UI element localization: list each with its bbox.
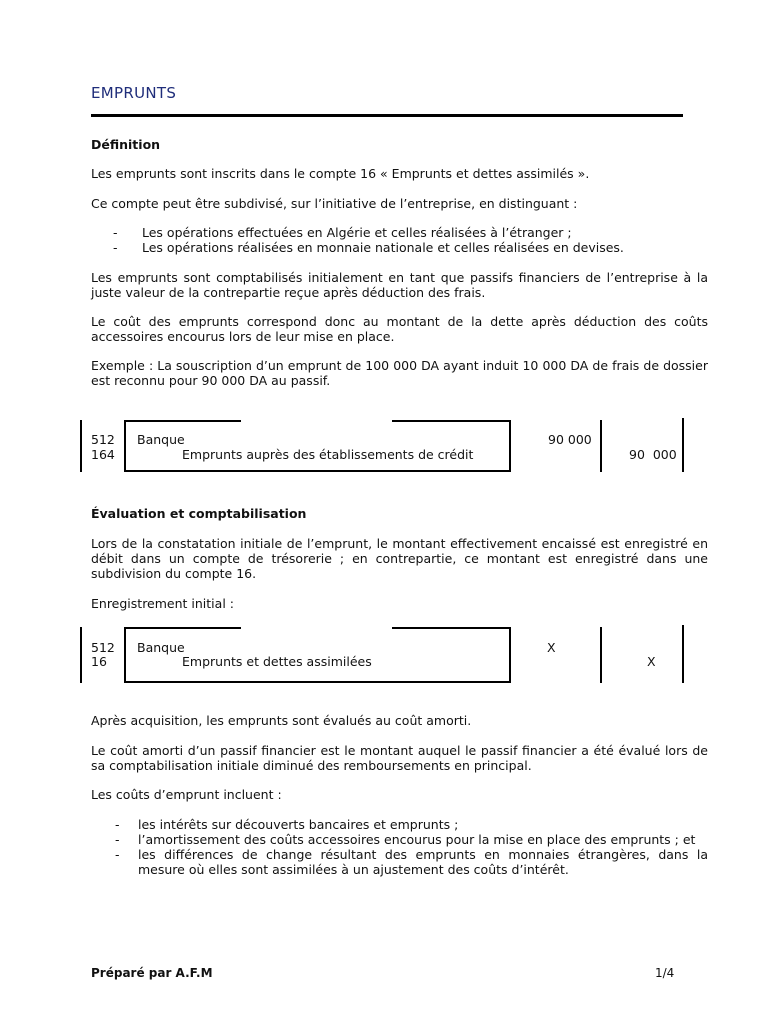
title-rule (91, 114, 683, 117)
paragraph: Les emprunts sont comptabilisés initialement en tant que passifs financiers de l’entreprise à la juste valeur de la contrepartie reçue après déduction des frais. (91, 270, 708, 300)
list-item: - les différences de change résultant des emprunts en monnaies étrangères, dans la mesure où elles sont assimilées à un ajustement des coûts d’intérêt. (115, 847, 708, 877)
paragraph: Ce compte peut être subdivisé, sur l’initiative de l’entreprise, en distinguant : (91, 196, 578, 211)
account-label: Emprunts auprès des établissements de crédit (182, 447, 474, 462)
list-item: - Les opérations effectuées en Algérie et celles réalisées à l’étranger ; (113, 225, 572, 240)
page-title: EMPRUNTS (91, 84, 177, 102)
paragraph: Les coûts d’emprunt incluent : (91, 787, 282, 802)
page-number: 1/4 (655, 966, 675, 980)
paragraph: Lors de la constatation initiale de l’emprunt, le montant effectivement encaissé est enregistré en débit dans un compte de trésorerie ; en contrepartie, ce montant est enregistré dans une subdivision du compte 16. (91, 536, 708, 581)
list-item: - les intérêts sur découverts bancaires et emprunts ; (115, 817, 459, 832)
journal-entry-2 (0, 625, 768, 685)
account-number: 164 (91, 447, 115, 462)
paragraph: Enregistrement initial : (91, 596, 234, 611)
bullet-list (91, 817, 708, 877)
debit-amount: 90 000 (548, 432, 592, 447)
footer-author: Préparé par A.F.M (91, 966, 213, 980)
list-item: - Les opérations réalisées en monnaie nationale et celles réalisées en devises. (113, 240, 624, 255)
section-heading-evaluation: Évaluation et comptabilisation (91, 506, 307, 521)
paragraph: Après acquisition, les emprunts sont évalués au coût amorti. (91, 713, 472, 728)
list-item: - l’amortissement des coûts accessoires encourus pour la mise en place des emprunts ; et (115, 832, 696, 847)
credit-amount: X (647, 654, 656, 669)
bullet-list (91, 225, 708, 255)
account-label: Banque (137, 640, 185, 655)
account-number: 512 (91, 432, 115, 447)
credit-amount: 90 000 (629, 447, 677, 462)
section-heading-definition: Définition (91, 137, 161, 152)
paragraph: Le coût des emprunts correspond donc au montant de la dette après déduction des coûts accessoires encourus lors de leur mise en place. (91, 314, 708, 344)
account-label: Emprunts et dettes assimilées (182, 654, 372, 669)
journal-entry-1 (0, 418, 768, 478)
debit-amount: X (547, 640, 556, 655)
paragraph: Les emprunts sont inscrits dans le compte 16 « Emprunts et dettes assimilés ». (91, 166, 590, 181)
account-label: Banque (137, 432, 185, 447)
paragraph: Exemple : La souscription d’un emprunt de 100 000 DA ayant induit 10 000 DA de frais de dossier est reconnu pour 90 000 DA au passif. (91, 358, 708, 388)
paragraph: Le coût amorti d’un passif financier est le montant auquel le passif financier a été évalué lors de sa comptabilisation initiale diminué des remboursements en principal. (91, 743, 708, 773)
account-number: 16 (91, 654, 107, 669)
account-number: 512 (91, 640, 115, 655)
